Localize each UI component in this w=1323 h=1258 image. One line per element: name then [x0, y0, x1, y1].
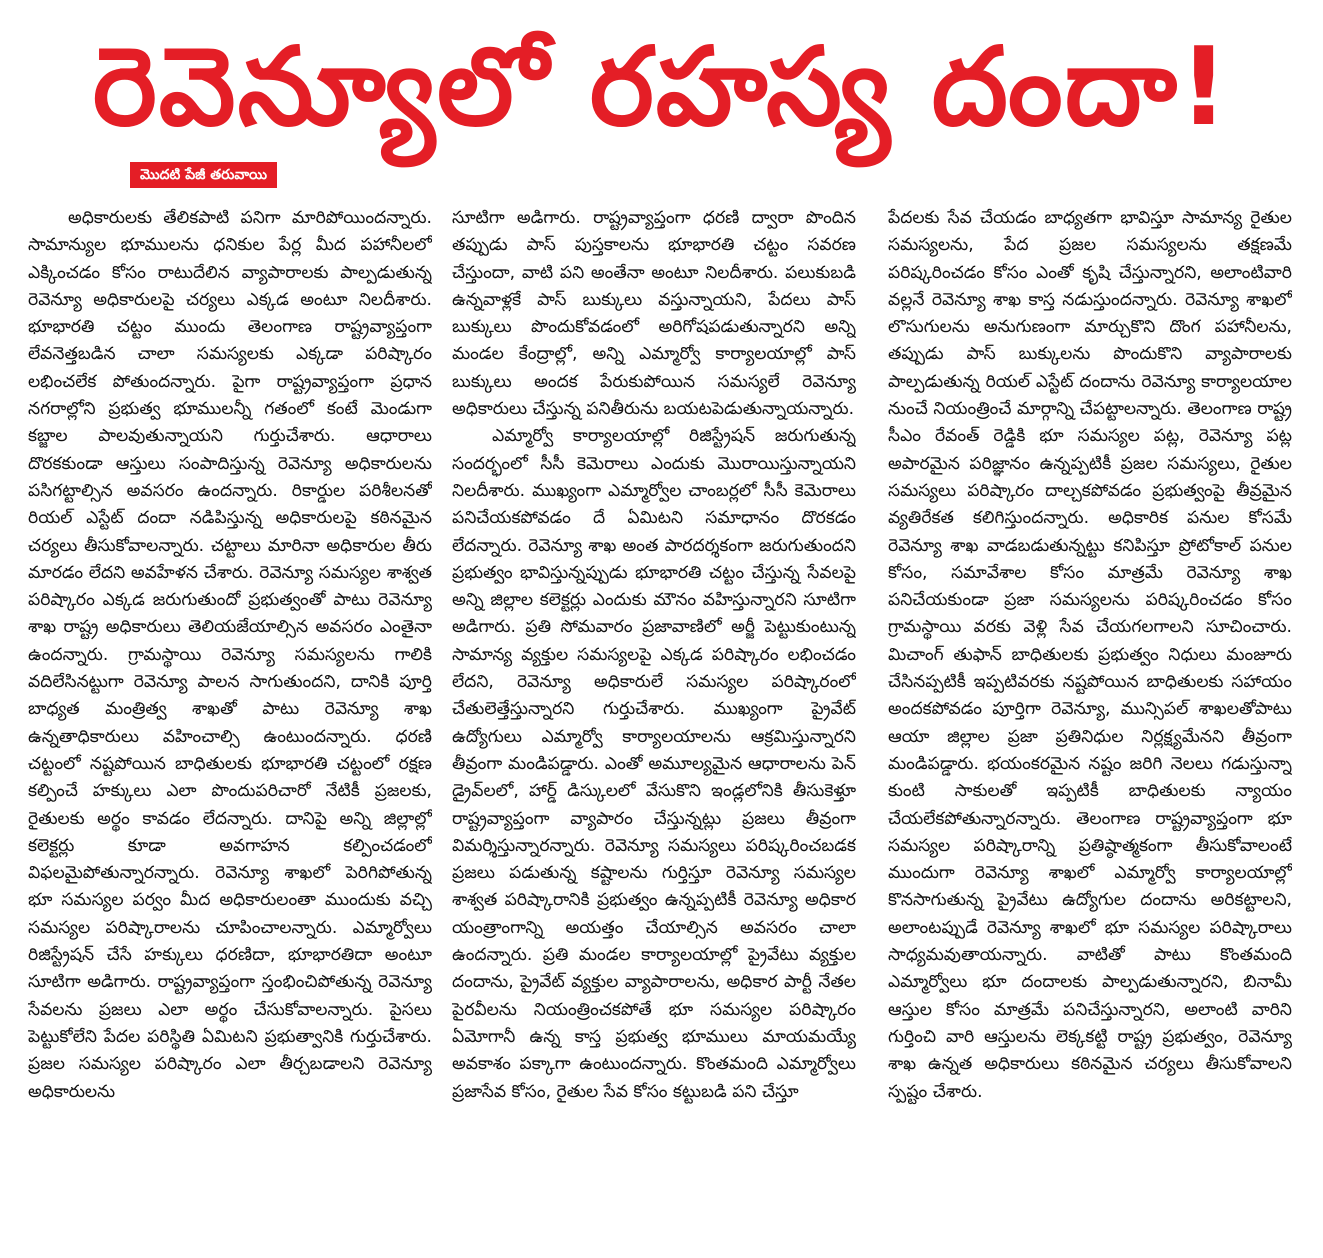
headline: రెవెన్యూలో రహస్య దందా! — [92, 25, 1231, 150]
article-paragraph: ఎమ్మార్వో కార్యాలయాల్లో రిజిస్ట్రేషన్ జరుగుతున్న సందర్భంలో సీసీ కెమెరాలు ఎందుకు మొరాయిస్తున్నాయని నిలదీశారు. ముఖ్యంగా ఎమ్మార్వోల చాంబర్లలో సీసీ కెమెరాలు పనిచేయకపోవడం దే ఏమిటని సమాధానం దొరకడం లేదన్నారు. రెవెన్యూ శాఖ అంత పారదర్శకంగా జరుగుతుందని ప్రభుత్వం భావిస్తున్నప్పుడు భూభారతి చట్టం చేస్తున్న సేవలపై అన్ని జిల్లాల కలెక్టర్లు ఎందుకు మౌనం వహిస్తున్నారని సూటిగా అడిగారు. ప్రతి సోమవారం ప్రజావాణిలో అర్జీ పెట్టుకుంటున్న సామాన్య వ్యక్తుల సమస్యలపై ఎక్కడ పరిష్కారం లభించడం లేదని, రెవెన్యూ అధికారులే సమస్యల పరిష్కారంలో చేతులెత్తేస్తున్నారని గుర్తుచేశారు. ముఖ్యంగా ప్రైవేట్ ఉద్యోగులు ఎమ్మార్వో కార్యాలయాలను ఆక్రమిస్తున్నారని తీవ్రంగా మండిపడ్డారు. ఎంతో అమూల్యమైన ఆధారాలను పెన్ డ్రైవ్‌లలో, హార్డ్ డిస్కులలో వేసుకొని ఇండ్లలోనికి తీసుకెళ్తూ రాష్ట్రవ్యాప్తంగా వ్యాపారం చేస్తున్నట్లు ప్రజలు తీవ్రంగా విమర్శిస్తున్నారన్నారు. రెవెన్యూ సమస్యలు పరిష్కరించబడక ప్రజలు పడుతున్న కష్టాలను గుర్తిస్తూ రెవెన్యూ సమస్యల శాశ్వత పరిష్కారానికి ప్రభుత్వం ఉన్నప్పటికీ రెవెన్యూ అధికార యంత్రాంగాన్ని అయత్తం చేయాల్సిన అవసరం చాలా ఉందన్నారు. ప్రతి మండల కార్యాలయాల్లో ప్రైవేటు వ్యక్తుల దందాను, ప్రైవేట్ వ్యక్తుల వ్యాపారాలను, అధికార పార్టీ నేతల పైరవీలను నియంత్రించకపోతే భూ సమస్యల పరిష్కారం ఏమోగానీ ఉన్న కాస్త ప్రభుత్వ భూములు మాయమయ్యే అవకాశం పక్కాగా ఉంటుందన్నారు. కొంతమంది ఎమ్మార్వోలు ప్రజాసేవ కోసం, రైతుల సేవ కోసం కట్టుబడి పని చేస్తూ — [452, 426, 856, 1102]
article-paragraph: సూటిగా అడిగారు. రాష్ట్రవ్యాప్తంగా ధరణి ద్వారా పొందిన తప్పుడు పాస్ పుస్తకాలను భూభారతి చట్టం సవరణ చేస్తుందా, వాటి పని అంతేనా అంటూ నిలదీశారు. పలుకుబడి ఉన్నవాళ్లకే పాస్ బుక్కులు వస్తున్నాయని, పేదలు పాస్ బుక్కులు పొందుకోవడంలో అరిగోషపడుతున్నారని అన్ని మండల కేంద్రాల్లో, అన్ని ఎమ్మార్వో కార్యాలయాల్లో పాస్ బుక్కులు అందక పేరుకుపోయిన సమస్యలే రెవెన్యూ అధికారులు చేస్తున్న పనితీరును బయటపెడుతున్నాయన్నారు. — [452, 208, 856, 420]
article-column-3 — [888, 205, 1292, 1250]
article-column-2 — [452, 205, 856, 1250]
article-paragraph: అధికారులకు తేలికపాటి పనిగా మారిపోయిందన్నారు. సామాన్యుల భూములను ధనికుల పేర్ల మీద పహానీలలో ఎక్కించడం కోసం రాటుదేలిన వ్యాపారాలకు పాల్పడుతున్న రెవెన్యూ అధికారులపై చర్యలు ఎక్కడ అంటూ నిలదీశారు. భూభారతి చట్టం ముందు తెలంగాణ రాష్ట్రవ్యాప్తంగా లేవనెత్తబడిన చాలా సమస్యలకు ఎక్కడా పరిష్కారం లభించలేక పోతుందన్నారు. పైగా రాష్ట్రవ్యాప్తంగా ప్రధాన నగరాల్లోని ప్రభుత్వ భూములన్నీ గతంలో కంటే మెండుగా కబ్జాల పాలవుతున్నాయని గుర్తుచేశారు. ఆధారాలు దొరకకుండా ఆస్తులు సంపాదిస్తున్న రెవెన్యూ అధికారులను పసిగట్టాల్సిన అవసరం ఉందన్నారు. రికార్డుల పరిశీలనతో రియల్ ఎస్టేట్ దందా నడిపిస్తున్న అధికారులపై కఠినమైన చర్యలు తీసుకోవాలన్నారు. చట్టాలు మారినా అధికారుల తీరు మారడం లేదని అవహేళన చేశారు. రెవెన్యూ సమస్యల శాశ్వత పరిష్కారం ఎక్కడ జరుగుతుందో ప్రభుత్వంతో పాటు రెవెన్యూ శాఖ రాష్ట్ర అధికారులు తెలియజేయాల్సిన అవసరం ఎంతైనా ఉందన్నారు. గ్రామస్థాయి రెవెన్యూ సమస్యలను గాలికి వదిలేసినట్టుగా రెవెన్యూ పాలన సాగుతుందని, దానికి పూర్తి బాధ్యత మంత్రిత్వ శాఖతో పాటు రెవెన్యూ శాఖ ఉన్నతాధికారులు వహించాల్సి ఉంటుందన్నారు. ధరణి చట్టంలో నష్టపోయిన బాధితులకు భూభారతి చట్టంలో రక్షణ కల్పించే హక్కులు ఎలా పొందుపరిచారో నేటికీ ప్రజలకు, రైతులకు అర్థం కావడం లేదన్నారు. దానిపై అన్ని జిల్లాల్లో కలెక్టర్లు కూడా అవగాహన కల్పించడంలో విఫలమైపోతున్నారన్నారు. రెవెన్యూ శాఖలో పెరిగిపోతున్న భూ సమస్యల పర్వం మీద అధికారులంతా ముందుకు వచ్చి సమస్యల పరిష్కారాలను చూపించాలన్నారు. ఎమ్మార్వోలు రిజిస్ట్రేషన్ చేసే హక్కులు ధరణిదా, భూభారతిదా అంటూ సూటిగా అడిగారు. రాష్ట్రవ్యాప్తంగా స్తంభించిపోతున్న రెవెన్యూ సేవలను ప్రజలు ఎలా అర్థం చేసుకోవాలన్నారు. పైసలు పెట్టుకోలేని పేదల పరిస్థితి ఏమిటని ప్రభుత్వానికి గుర్తుచేశారు. ప్రజల సమస్యల పరిష్కారం ఎలా తీర్చబడాలని రెవెన్యూ అధికారులను — [28, 208, 432, 1102]
article-paragraph: పేదలకు సేవ చేయడం బాధ్యతగా భావిస్తూ సామాన్య రైతుల సమస్యలను, పేద ప్రజల సమస్యలను తక్షణమే పరిష్కరించడం కోసం ఎంతో కృషి చేస్తున్నారని, అలాంటివారి వల్లనే రెవెన్యూ శాఖ కాస్త నడుస్తుందన్నారు. రెవెన్యూ శాఖలో లొసుగులను అనుగుణంగా మార్చుకొని దొంగ పహానీలను, తప్పుడు పాస్ బుక్కులను పొందుకొని వ్యాపారాలకు పాల్పడుతున్న రియల్ ఎస్టేట్ దందాను రెవెన్యూ కార్యాలయాల నుంచే నియంత్రించే మార్గాన్ని చేపట్టాలన్నారు. తెలంగాణ రాష్ట్ర సీఎం రేవంత్ రెడ్డికి భూ సమస్యల పట్ల, రెవెన్యూ పట్ల అపారమైన పరిజ్ఞానం ఉన్నప్పటికీ ప్రజల సమస్యలు, రైతుల సమస్యలు పరిష్కారం దాల్చకపోవడం ప్రభుత్వంపై తీవ్రమైన వ్యతిరేకత కలిగిస్తుందన్నారు. అధికారిక పనుల కోసమే రెవెన్యూ శాఖ వాడబడుతున్నట్టు కనిపిస్తూ ప్రోటోకాల్ పనుల కోసం, సమావేశాల కోసం మాత్రమే రెవెన్యూ శాఖ పనిచేయకుండా ప్రజా సమస్యలను పరిష్కరించడం కోసం గ్రామస్థాయి వరకు వెళ్లి సేవ చేయగలగాలని సూచించారు. మిచాంగ్ తుఫాన్ బాధితులకు ప్రభుత్వం నిధులు మంజూరు చేసినప్పటికీ ఇప్పటివరకు నష్టపోయిన బాధితులకు సహాయం అందకపోవడం పూర్తిగా రెవెన్యూ, మున్సిపల్ శాఖలతోపాటు ఆయా జిల్లాల ప్రజా ప్రతినిధుల నిర్లక్ష్యమేనని తీవ్రంగా మండిపడ్డారు. భయంకరమైన నష్టం జరిగి నెలలు గడుస్తున్నా కుంటి సాకులతో ఇప్పటికీ బాధితులకు న్యాయం చేయలేకపోతున్నారన్నారు. తెలంగాణ రాష్ట్రవ్యాప్తంగా భూ సమస్యల పరిష్కారాన్ని ప్రతిష్ఠాత్మకంగా తీసుకోవాలంటే ముందుగా రెవెన్యూ శాఖలో ఎమ్మార్వో కార్యాలయాల్లో కొనసాగుతున్న ప్రైవేటు ఉద్యోగుల దందాను అరికట్టాలని, అలాంటప్పుడే రెవెన్యూ శాఖలో భూ సమస్యల పరిష్కారాలు సాధ్యమవుతాయన్నారు. వాటితో పాటు కొంతమంది ఎమ్మార్వోలు భూ దందాలకు పాల్పడుతున్నారని, బినామీ ఆస్తుల కోసం మాత్రమే పనిచేస్తున్నారని, అలాంటి వారిని గుర్తించి వారి ఆస్తులను లెక్కకట్టి రాష్ట్ర ప్రభుత్వం, రెవెన్యూ శాఖ ఉన్నత అధికారులు కఠినమైన చర్యలు తీసుకోవాలని స్పష్టం చేశారు. — [888, 208, 1292, 1102]
article-column-1 — [28, 205, 432, 1250]
continued-from-front-page-label: మొదటి పేజీ తరువాయి — [130, 162, 277, 188]
